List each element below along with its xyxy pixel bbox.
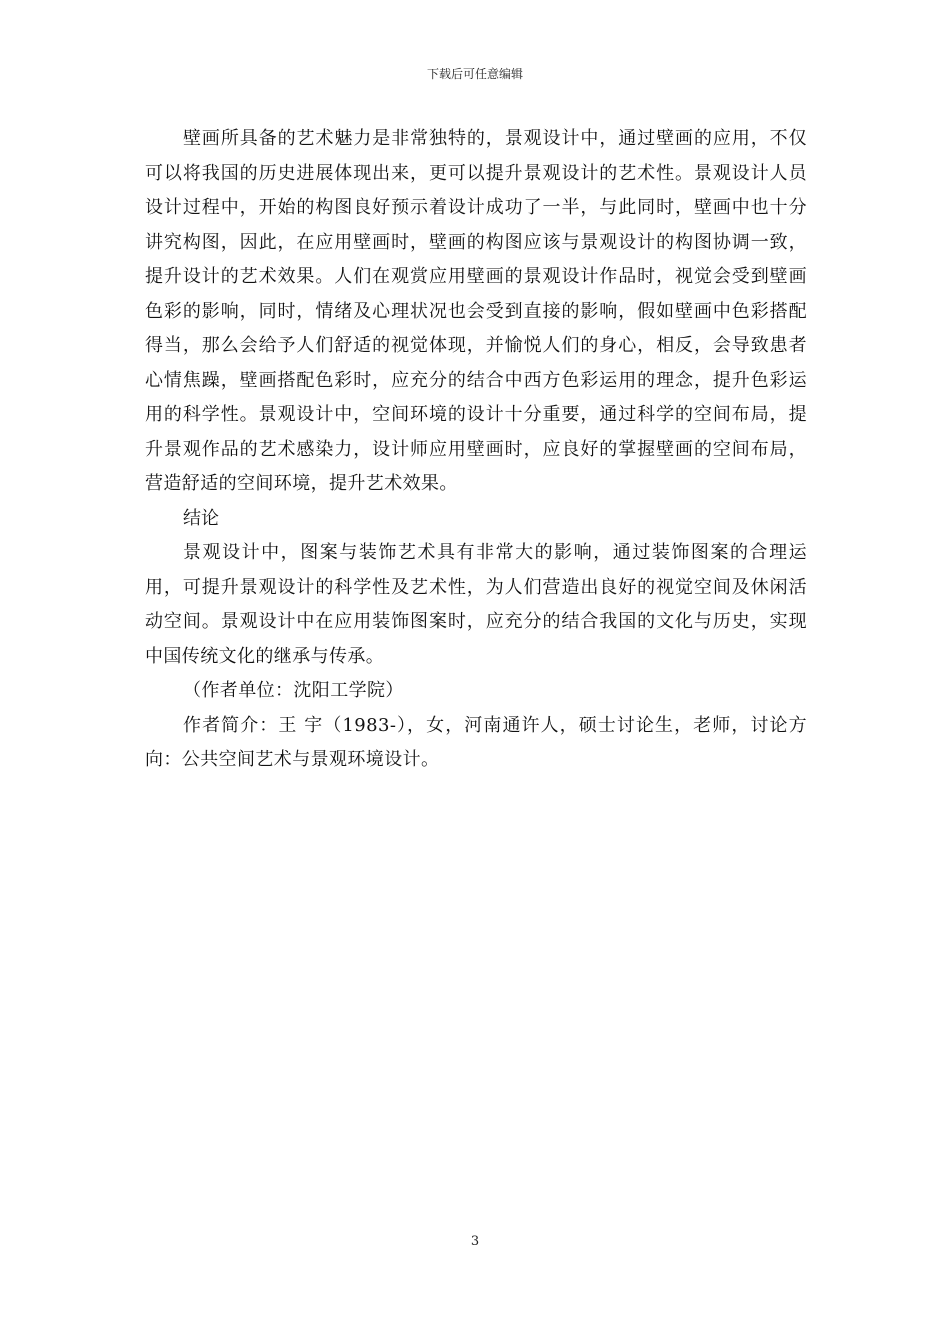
conclusion-paragraph: 景观设计中，图案与装饰艺术具有非常大的影响，通过装饰图案的合理运用，可提升景观设计的科学性及艺术性，为人们营造出良好的视觉空间及休闲活动空间。景观设计中在应用装饰图案时，应充分的结合我国的文化与历史，实现中国传统文化的继承与传承。	[145, 542, 807, 667]
conclusion-heading: 结论	[183, 507, 219, 529]
page-header: 下载后可任意编辑	[426, 67, 523, 81]
author-bio: 作者简介：王 宇（1983-），女，河南通许人，硕士讨论生，老师，讨论方向：公共空间艺术与景观环境设计。	[145, 714, 807, 770]
document-body	[145, 122, 807, 778]
page-number: 3	[470, 1234, 480, 1249]
body-paragraph: 壁画所具备的艺术魅力是非常独特的，景观设计中，通过壁画的应用，不仅可以将我国的历史进展体现出来，更可以提升景观设计的艺术性。景观设计人员设计过程中，开始的构图良好预示着设计成功了一半，与此同时，壁画中也十分讲究构图，因此，在应用壁画时，壁画的构图应该与景观设计的构图协调一致，提升设计的艺术效果。人们在观赏应用壁画的景观设计作品时，视觉会受到壁画色彩的影响，同时，情绪及心理状况也会受到直接的影响，假如壁画中色彩搭配得当，那么会给予人们舒适的视觉体现，并愉悦人们的身心，相反，会导致患者心情焦躁，壁画搭配色彩时，应充分的结合中西方色彩运用的理念，提升色彩运用的科学性。景观设计中，空间环境的设计十分重要，通过科学的空间布局，提升景观作品的艺术感染力，设计师应用壁画时，应良好的掌握壁画的空间布局，营造舒适的空间环境，提升艺术效果。	[145, 128, 807, 494]
author-unit: （作者单位：沈阳工学院）	[183, 680, 404, 701]
